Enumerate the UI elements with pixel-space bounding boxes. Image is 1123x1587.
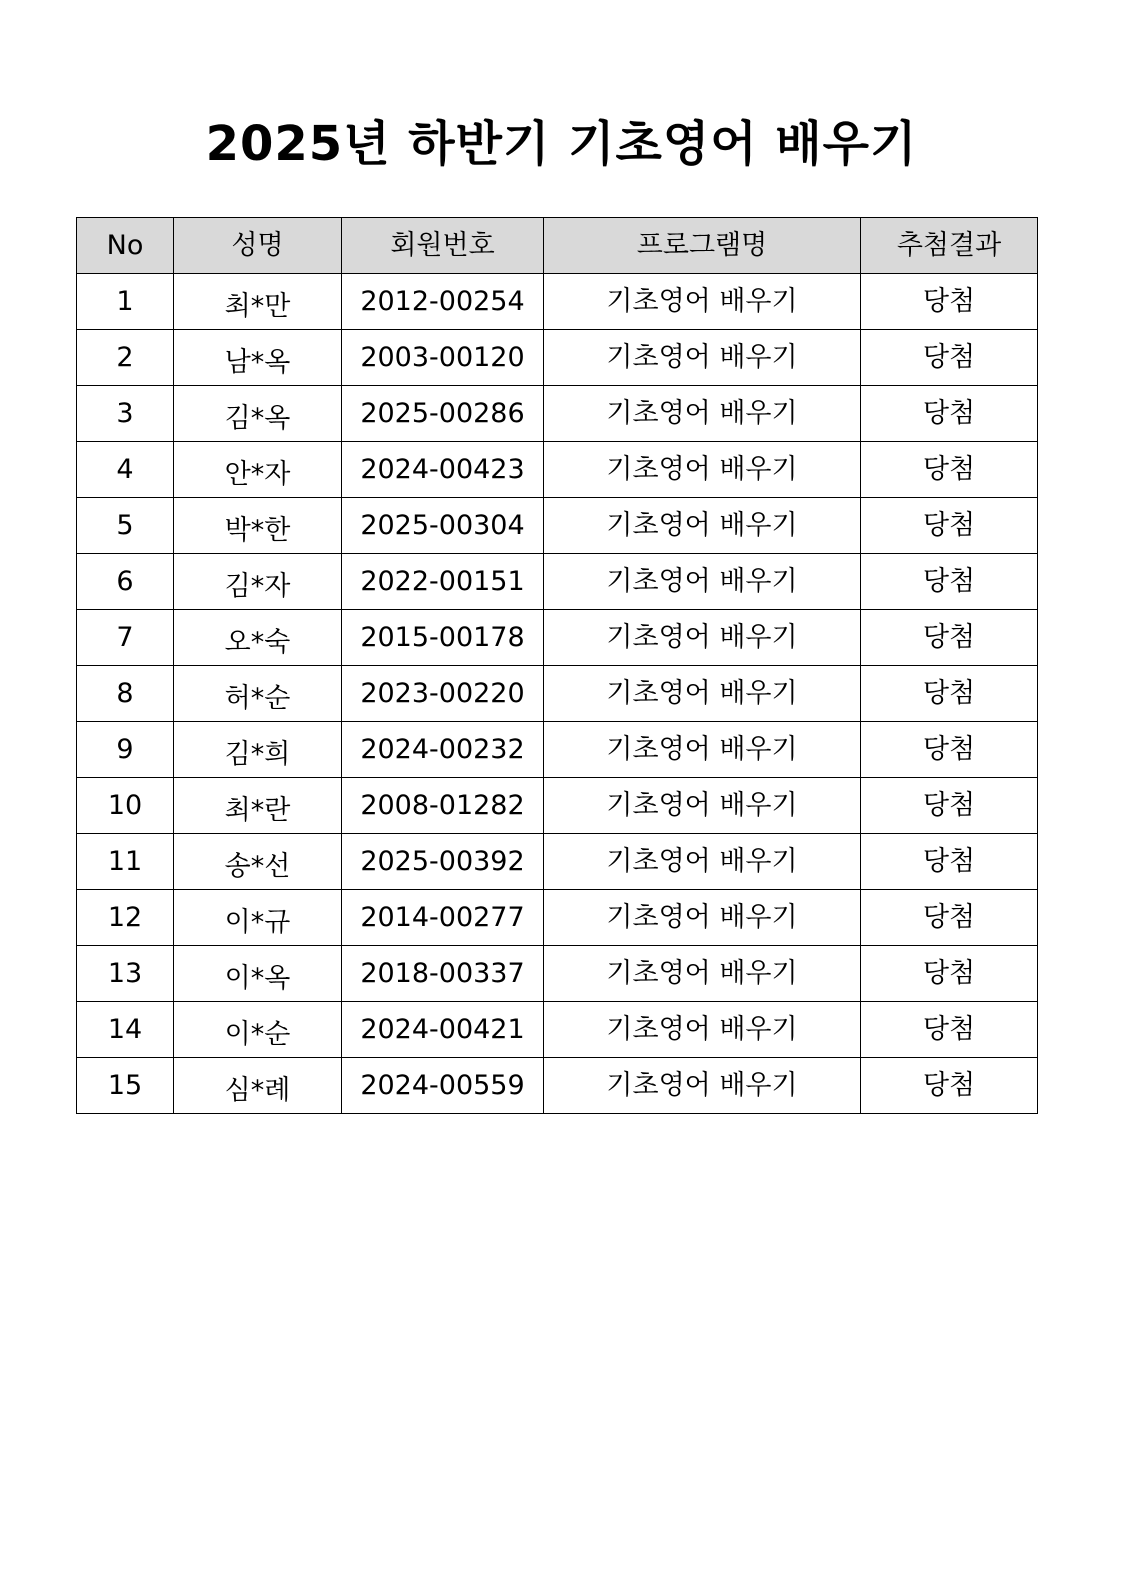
cell-program: 기초영어 배우기	[544, 554, 861, 610]
cell-program: 기초영어 배우기	[544, 834, 861, 890]
table-row	[77, 1058, 1038, 1114]
cell-member-id: 2025-00286	[342, 386, 544, 442]
cell-no: 4	[77, 442, 174, 498]
cell-result: 당첨	[861, 946, 1038, 1002]
cell-result: 당첨	[861, 666, 1038, 722]
cell-name	[174, 442, 342, 498]
table-row	[77, 1002, 1038, 1058]
member-name: 김*희	[224, 739, 291, 770]
cell-member-id: 2024-00421	[342, 1002, 544, 1058]
member-name: 박*한	[224, 515, 291, 546]
cell-name	[174, 1058, 342, 1114]
cell-member-id: 2003-00120	[342, 330, 544, 386]
cell-no: 7	[77, 610, 174, 666]
cell-result: 당첨	[861, 554, 1038, 610]
cell-name	[174, 834, 342, 890]
member-name: 송*선	[224, 851, 291, 882]
member-name: 최*란	[224, 795, 291, 826]
cell-program: 기초영어 배우기	[544, 778, 861, 834]
table-row	[77, 554, 1038, 610]
table-row	[77, 610, 1038, 666]
header-name: 성명	[174, 218, 342, 274]
table-row	[77, 386, 1038, 442]
member-name: 심*례	[224, 1075, 291, 1106]
lottery-result-table	[76, 217, 1038, 1114]
page-title: 2025년 하반기 기초영어 배우기	[205, 116, 918, 173]
member-name: 오*숙	[224, 627, 291, 658]
member-name: 이*옥	[224, 963, 291, 994]
table-header	[77, 218, 1038, 274]
cell-no: 10	[77, 778, 174, 834]
cell-member-id: 2018-00337	[342, 946, 544, 1002]
cell-no: 12	[77, 890, 174, 946]
table-row	[77, 442, 1038, 498]
table-row	[77, 834, 1038, 890]
cell-name	[174, 498, 342, 554]
cell-name	[174, 610, 342, 666]
table-body	[77, 274, 1038, 1114]
cell-result: 당첨	[861, 1058, 1038, 1114]
member-name: 최*만	[224, 291, 291, 322]
cell-result: 당첨	[861, 330, 1038, 386]
cell-program: 기초영어 배우기	[544, 946, 861, 1002]
cell-no: 8	[77, 666, 174, 722]
header-row	[77, 218, 1038, 274]
table-row	[77, 722, 1038, 778]
cell-name	[174, 778, 342, 834]
cell-member-id: 2025-00304	[342, 498, 544, 554]
cell-name	[174, 722, 342, 778]
cell-member-id: 2025-00392	[342, 834, 544, 890]
cell-result: 당첨	[861, 610, 1038, 666]
cell-name	[174, 1002, 342, 1058]
cell-no: 9	[77, 722, 174, 778]
cell-no: 5	[77, 498, 174, 554]
cell-no: 14	[77, 1002, 174, 1058]
cell-name	[174, 946, 342, 1002]
header-member-id: 회원번호	[342, 218, 544, 274]
cell-result: 당첨	[861, 890, 1038, 946]
cell-member-id: 2008-01282	[342, 778, 544, 834]
table-row	[77, 890, 1038, 946]
cell-program: 기초영어 배우기	[544, 890, 861, 946]
cell-program: 기초영어 배우기	[544, 1058, 861, 1114]
cell-program: 기초영어 배우기	[544, 666, 861, 722]
header-program: 프로그램명	[544, 218, 861, 274]
cell-program: 기초영어 배우기	[544, 442, 861, 498]
cell-program: 기초영어 배우기	[544, 274, 861, 330]
cell-program: 기초영어 배우기	[544, 386, 861, 442]
cell-member-id: 2024-00232	[342, 722, 544, 778]
cell-name	[174, 386, 342, 442]
cell-name	[174, 666, 342, 722]
cell-no: 11	[77, 834, 174, 890]
cell-name	[174, 890, 342, 946]
member-name: 김*옥	[224, 403, 291, 434]
cell-program: 기초영어 배우기	[544, 722, 861, 778]
table-row	[77, 778, 1038, 834]
cell-member-id: 2023-00220	[342, 666, 544, 722]
cell-program: 기초영어 배우기	[544, 610, 861, 666]
cell-result: 당첨	[861, 778, 1038, 834]
table-row	[77, 498, 1038, 554]
cell-no: 2	[77, 330, 174, 386]
member-name: 안*자	[224, 459, 291, 490]
cell-name	[174, 554, 342, 610]
table-row	[77, 666, 1038, 722]
header-no: No	[77, 218, 174, 274]
cell-result: 당첨	[861, 442, 1038, 498]
cell-result: 당첨	[861, 498, 1038, 554]
cell-no: 13	[77, 946, 174, 1002]
cell-no: 15	[77, 1058, 174, 1114]
cell-no: 1	[77, 274, 174, 330]
cell-member-id: 2024-00423	[342, 442, 544, 498]
cell-member-id: 2012-00254	[342, 274, 544, 330]
table-row	[77, 946, 1038, 1002]
cell-result: 당첨	[861, 834, 1038, 890]
cell-result: 당첨	[861, 386, 1038, 442]
cell-program: 기초영어 배우기	[544, 330, 861, 386]
cell-member-id: 2022-00151	[342, 554, 544, 610]
cell-program: 기초영어 배우기	[544, 1002, 861, 1058]
cell-no: 3	[77, 386, 174, 442]
cell-name	[174, 274, 342, 330]
cell-member-id: 2014-00277	[342, 890, 544, 946]
member-name: 김*자	[224, 571, 291, 602]
cell-result: 당첨	[861, 1002, 1038, 1058]
cell-result: 당첨	[861, 722, 1038, 778]
header-result: 추첨결과	[861, 218, 1038, 274]
cell-result: 당첨	[861, 274, 1038, 330]
table-row	[77, 330, 1038, 386]
member-name: 이*규	[224, 907, 291, 938]
member-name: 허*순	[224, 683, 291, 714]
cell-member-id: 2015-00178	[342, 610, 544, 666]
cell-no: 6	[77, 554, 174, 610]
table-row	[77, 274, 1038, 330]
member-name: 이*순	[224, 1019, 291, 1050]
cell-name	[174, 330, 342, 386]
member-name: 남*옥	[224, 347, 291, 378]
cell-program: 기초영어 배우기	[544, 498, 861, 554]
cell-member-id: 2024-00559	[342, 1058, 544, 1114]
